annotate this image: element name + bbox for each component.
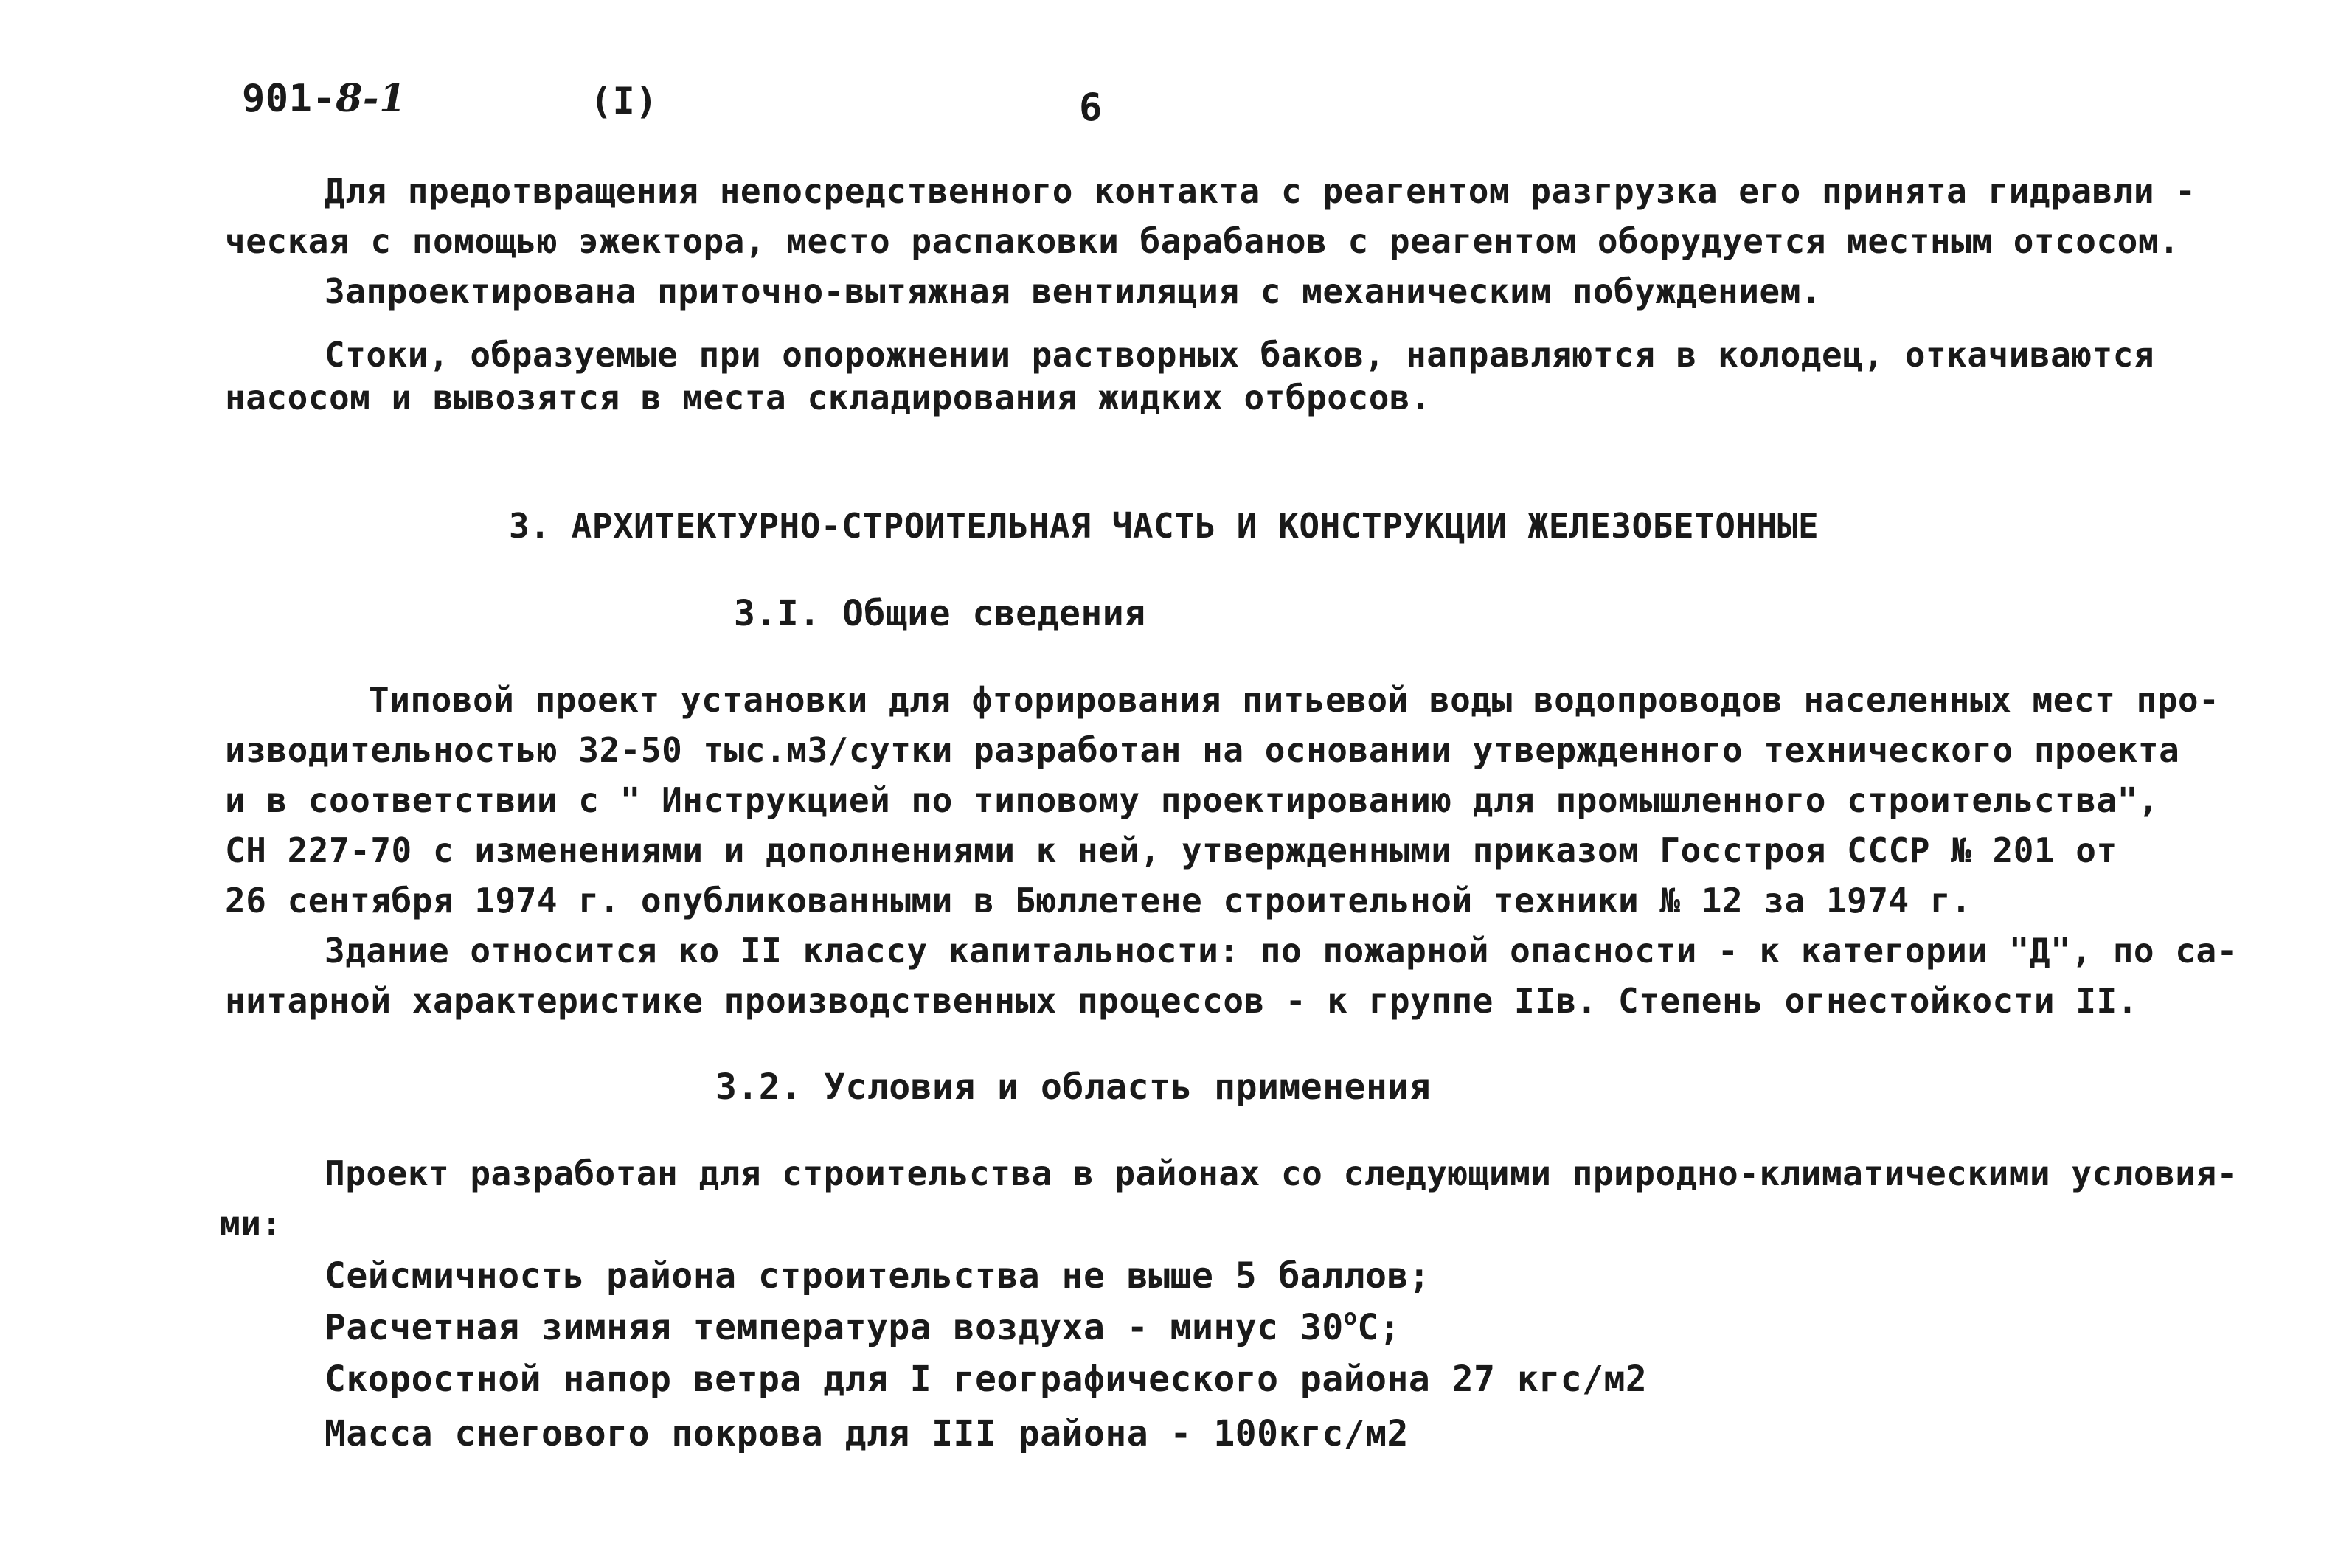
condition-temperature bbox=[325, 1305, 1401, 1348]
intro-line-1: Для предотвращения непосредственного контакта с реагентом разгрузка его принята гидравли - bbox=[325, 171, 2196, 211]
sub1-line-7: нитарной характеристике производственных процессов - к группе IIв. Степень огнестойкости II. bbox=[225, 981, 2138, 1021]
doc-code-prefix: 901- bbox=[242, 77, 336, 121]
condition-snow: Масса снегового покрова для III района - 100кгс/м2 bbox=[325, 1413, 1409, 1454]
sheet-number: (I) bbox=[590, 80, 658, 122]
temperature-text: Расчетная зимняя температура воздуха - минус 30 bbox=[325, 1307, 1344, 1348]
degree-mark: о bbox=[1343, 1305, 1358, 1331]
sub1-line-1: Типовой проект установки для фторирования питьевой воды водопроводов населенных мест про- bbox=[369, 680, 2220, 720]
page-number: 6 bbox=[1079, 86, 1103, 130]
sub2-intro-line-2: ми: bbox=[220, 1204, 282, 1243]
intro-line-3: Запроектирована приточно-вытяжная вентиляция с механическим побуждением. bbox=[325, 271, 1822, 311]
section-3-title: 3. АРХИТЕКТУРНО-СТРОИТЕЛЬНАЯ ЧАСТЬ И КОНСТРУКЦИИ ЖЕЛЕЗОБЕТОННЫЕ bbox=[509, 506, 1819, 546]
sub1-line-4: СН 227-70 с изменениями и дополнениями к ней, утвержденными приказом Госстроя СССР № 201 от bbox=[225, 830, 2117, 870]
subsection-3-1-title: 3.I. Общие сведения bbox=[734, 593, 1146, 634]
sub1-line-2: изводительностью 32-50 тыс.м3/сутки разработан на основании утвержденного технического проекта bbox=[225, 730, 2180, 770]
intro-line-5: насосом и вывозятся в места складирования жидких отбросов. bbox=[225, 378, 1432, 417]
condition-seismic: Сейсмичность района строительства не выше 5 баллов; bbox=[325, 1255, 1431, 1297]
temperature-unit: С; bbox=[1357, 1307, 1401, 1348]
doc-code bbox=[242, 76, 406, 121]
intro-line-2: ческая с помощью эжектора, место распаковки барабанов с реагентом оборудуется местным отсосом. bbox=[225, 221, 2180, 261]
condition-wind: Скоростной напор ветра для I географического района 27 кгс/м2 bbox=[325, 1359, 1648, 1400]
sub2-intro-line-1: Проект разработан для строительства в районах со следующими природно-климатическими условия- bbox=[325, 1154, 2238, 1193]
subsection-3-2-title: 3.2. Условия и область применения bbox=[715, 1066, 1432, 1108]
intro-line-4: Стоки, образуемые при опорожнении растворных баков, направляются в колодец, откачиваются bbox=[325, 335, 2155, 375]
sub1-line-5: 26 сентября 1974 г. опубликованными в Бюллетене строительной техники № 12 за 1974 г. bbox=[225, 881, 1972, 920]
sub1-line-6: Здание относится ко II классу капитальности: по пожарной опасности - к категории "Д", по са- bbox=[325, 931, 2238, 971]
sub1-line-3: и в соответствии с " Инструкцией по типовому проектированию для промышленного строительства", bbox=[225, 780, 2160, 820]
doc-code-handwritten: 8-1 bbox=[336, 76, 406, 121]
